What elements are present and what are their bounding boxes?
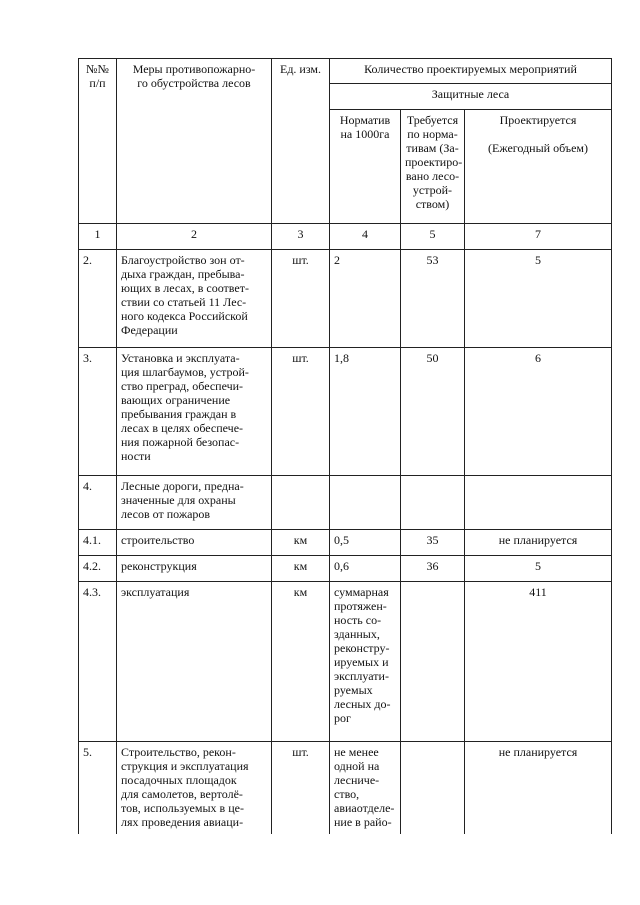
row-measure: реконструкция xyxy=(117,556,272,582)
column-number: 3 xyxy=(272,224,330,250)
row-norm: 0,6 xyxy=(330,556,401,582)
header-num: №№ п/п xyxy=(79,59,117,224)
row-num: 4.2. xyxy=(79,556,117,582)
row-planned: 6 xyxy=(465,348,612,476)
column-number: 5 xyxy=(401,224,465,250)
row-measure: Благоустройство зон от- дыха граждан, пребыва- ющих в лесах, в соответ- ствии со статьей 11 Лес- ного кодекса Российской Федерации xyxy=(117,250,272,348)
row-unit: км xyxy=(272,582,330,742)
column-number: 4 xyxy=(330,224,401,250)
row-norm: 0,5 xyxy=(330,530,401,556)
row-num: 3. xyxy=(79,348,117,476)
table-row xyxy=(79,530,612,556)
table-row xyxy=(79,348,612,476)
row-num: 4.3. xyxy=(79,582,117,742)
header-required: Требуется по норма- тивам (За- проектиро- вано лесо- устрой- ством) xyxy=(401,110,465,224)
row-unit: км xyxy=(272,556,330,582)
row-unit xyxy=(272,476,330,530)
row-required xyxy=(401,582,465,742)
row-num: 2. xyxy=(79,250,117,348)
row-required: 35 xyxy=(401,530,465,556)
row-norm: суммарная протяжен- ность со- зданных, реконстру- ируемых и эксплуати- руемых лесных до- рог xyxy=(330,582,401,742)
table-row xyxy=(79,250,612,348)
row-required xyxy=(401,476,465,530)
row-required xyxy=(401,742,465,834)
row-unit: шт. xyxy=(272,348,330,476)
row-planned: не планируется xyxy=(465,530,612,556)
fire-measures-table xyxy=(78,58,612,834)
row-norm: 1,8 xyxy=(330,348,401,476)
row-norm: не менее одной на лесниче- ство, авиаотделе- ние в райо- xyxy=(330,742,401,834)
header-forest-type: Защитные леса xyxy=(330,84,612,110)
row-unit: шт. xyxy=(272,742,330,834)
header-norm: Норматив на 1000га xyxy=(330,110,401,224)
row-measure: Лесные дороги, предна- значенные для охраны лесов от пожаров xyxy=(117,476,272,530)
header-planned: Проектируется (Ежегодный объем) xyxy=(465,110,612,224)
row-norm: 2 xyxy=(330,250,401,348)
column-number: 2 xyxy=(117,224,272,250)
row-measure: Установка и эксплуата- ция шлагбаумов, устрой- ство преград, обеспечи- вающих ограничение пребывания граждан в лесах в целях обеспече- ния пожарной безопас- ности xyxy=(117,348,272,476)
row-planned: 5 xyxy=(465,250,612,348)
row-planned: 411 xyxy=(465,582,612,742)
row-num: 4. xyxy=(79,476,117,530)
row-required: 50 xyxy=(401,348,465,476)
row-measure: строительство xyxy=(117,530,272,556)
row-planned: не планируется xyxy=(465,742,612,834)
header-quantity: Количество проектируемых мероприятий xyxy=(330,59,612,84)
row-num: 4.1. xyxy=(79,530,117,556)
row-planned: 5 xyxy=(465,556,612,582)
row-unit: шт. xyxy=(272,250,330,348)
column-number-row xyxy=(79,224,612,250)
column-number: 7 xyxy=(465,224,612,250)
row-measure: Строительство, рекон- струкция и эксплуатация посадочных площадок для самолетов, вертолё- тов, используемых в це- лях проведения авиаци- xyxy=(117,742,272,834)
row-num: 5. xyxy=(79,742,117,834)
row-unit: км xyxy=(272,530,330,556)
table-row xyxy=(79,476,612,530)
row-required: 36 xyxy=(401,556,465,582)
table-row xyxy=(79,556,612,582)
row-measure: эксплуатация xyxy=(117,582,272,742)
row-norm xyxy=(330,476,401,530)
header-unit: Ед. изм. xyxy=(272,59,330,224)
table-row xyxy=(79,582,612,742)
row-required: 53 xyxy=(401,250,465,348)
table-row xyxy=(79,742,612,834)
row-planned xyxy=(465,476,612,530)
column-number: 1 xyxy=(79,224,117,250)
header-measures: Меры противопожарно- го обустройства лесов xyxy=(117,59,272,224)
